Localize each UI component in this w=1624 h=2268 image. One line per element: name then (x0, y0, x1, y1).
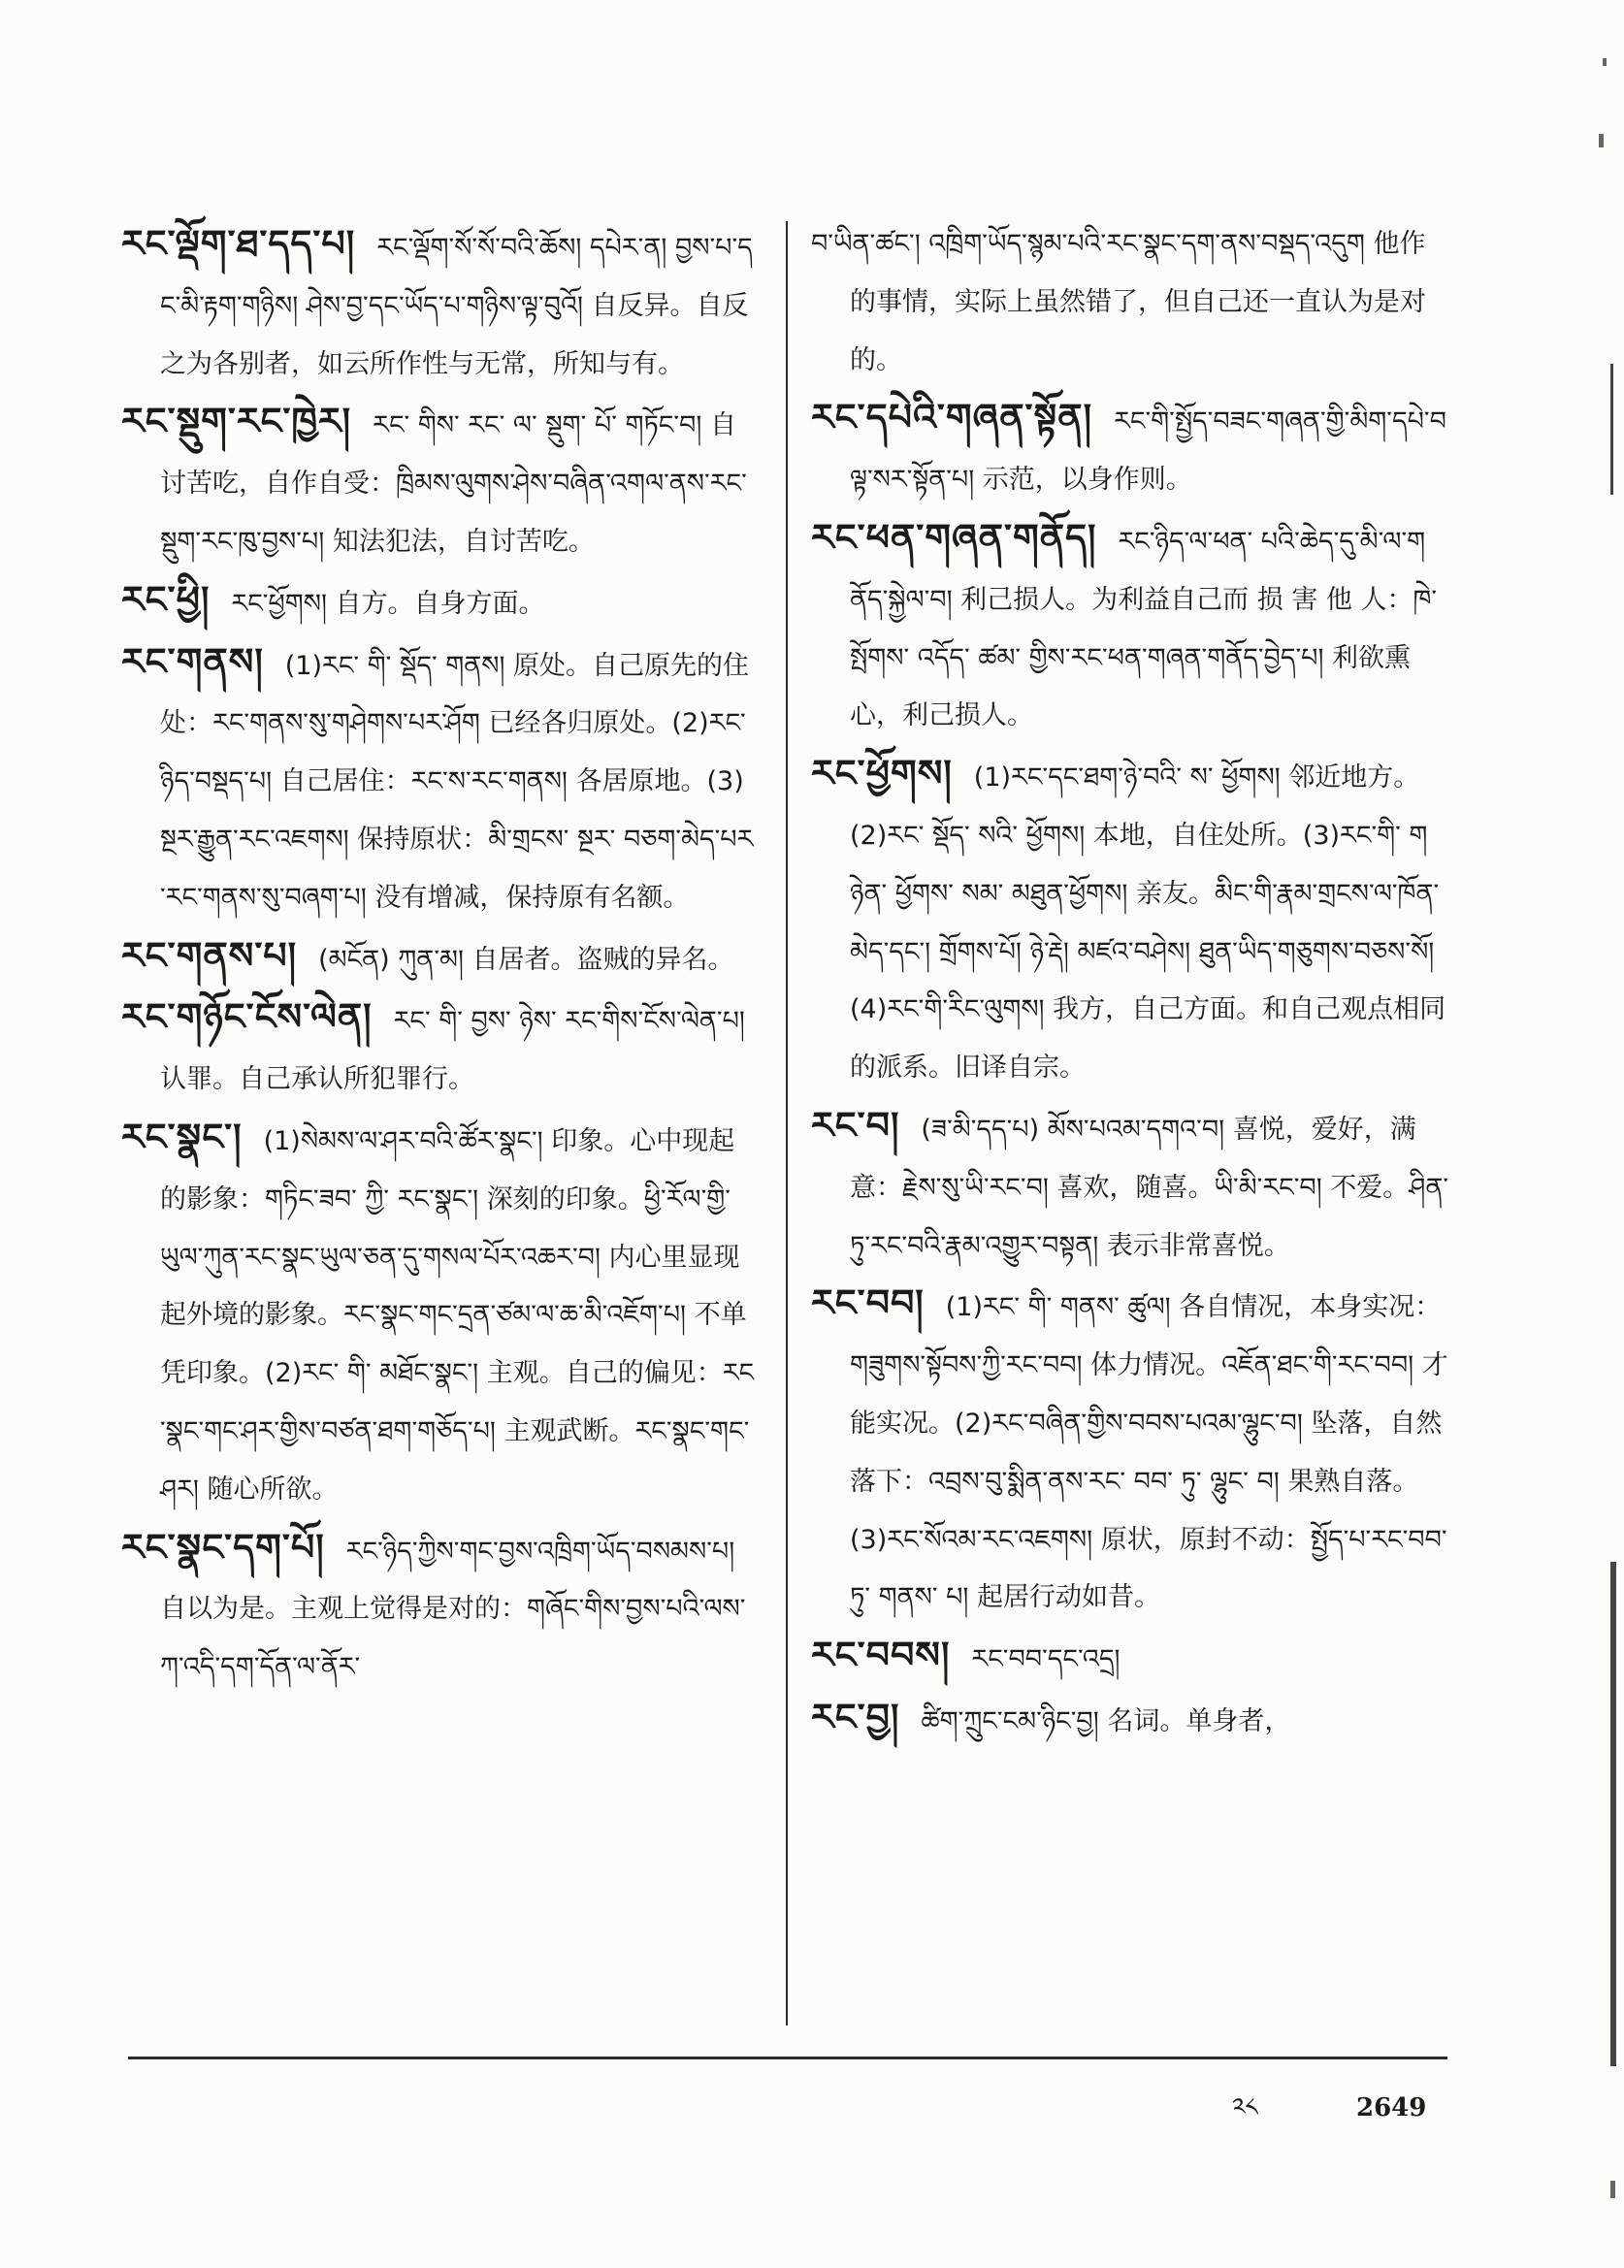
entry-headword: རང་སྣང་དག་པོ། (121, 1525, 325, 1569)
footer-rule (128, 2057, 1447, 2059)
entry-headword: རང་བ། (811, 1103, 900, 1147)
dictionary-entry (121, 988, 757, 1109)
entry-headword: རང་བབས། (811, 1634, 951, 1677)
entry-headword: རང་ཕན་གཞན་གནོད། (811, 515, 1097, 559)
entry-definition: (1)རང་དང་ཐག་ཉེ་བའི་ ས་ ཕྱོགས། 邻近地方。(2)རང་ སྡོད་ སའི་ ཕྱོགས། 本地，自住处所。(3)རང་གི་ གཉེན་ ཕྱོགས་ སམ་ མཐུན་ཕྱོགས། 亲友。མིང་གི་རྣམ་གྲངས་ལ་ཁོན་མེད་དང་། གྲོགས་པོ། ཉེ་རྡེ། མཛའ་བཤེས། ཐུན་ཡིད་གཅུགས་བཅས་སོ། (4)རང་གི་རིང་ལུགས། 我方，自己方面。和自己观点相同的派系。旧译自宗。 (850, 762, 1446, 1084)
dictionary-entry (121, 1109, 757, 1519)
entry-definition: ཚིག་ཀྲུང་ངམ་ཉིང་བྱ། 名词。单身者， (921, 1705, 1291, 1736)
entry-headword: རང་ཕྱི། (121, 577, 211, 621)
dictionary-entry (811, 1689, 1449, 1751)
tibetan-page-number: ༢༨ (1232, 2093, 1258, 2122)
scan-speck (1599, 134, 1604, 147)
entry-definition: རང་གི་སྤྱོད་བཟང་གཞན་གྱི་མིག་དཔེ་བལྟ་སར་སྟོན་པ། 示范，以身作则。 (850, 406, 1446, 496)
entry-headword: རང་གནས། (121, 639, 264, 683)
entry-definition: རང་ གི་ བྱས་ ཉེས་ རང་གིས་ངོས་ལེན་པ། 认罪。自己承认所犯罪行。 (160, 1006, 745, 1095)
dictionary-entry (811, 1627, 1449, 1689)
scan-speck (1603, 58, 1607, 66)
dictionary-entry (811, 745, 1449, 1097)
entry-definition: (1)སེམས་ལ་ཤར་བའི་ཚོར་སྣང་། 印象。心中现起的影象：གཏིང་ཟབ་ ཀྱི་ རང་སྣང་། 深刻的印象。ཕྱི་རོལ་གྱི་ཡུལ་ཀུན་རང་སྣང་ཡུལ་ཅན་དུ་གསལ་པོར་འཆར་བ། 内心里显现起外境的影象。རང་སྣང་གང་དྲན་ཙམ་ལ་ཆ་མི་འཇོག་པ། 不单凭印象。(2)རང་ གི་ མཐོང་སྣང་། 主观。自己的偏见：རང་སྣང་གང་ཤར་གྱིས་བཙན་ཐག་གཅོད་པ། 主观武断。རང་སྣང་གང་ཤར། 随心所欲。 (160, 1125, 755, 1505)
continued-entry (811, 215, 1449, 389)
dictionary-entry (121, 1519, 757, 1697)
entry-definition: (1)རང་ གི་ གནས་ ཚུལ། 各自情况，本身实况：གཟུགས་སྟོབས་ཀྱི་རང་བབ། 体力情况。འཇོན་ཐང་གི་རང་བབ། 才能实况。(2)རང་བཞིན་གྱིས་བབས་པའམ་ལྷུང་བ། 坠落，自然落下：འབྲས་བུ་སྨིན་ནས་རང་ བབ་ ཏུ་ ལྷུང་ བ། 果熟自落。(3)རང་སོའམ་རང་འཇགས། 原状，原封不动：སྤྱོད་པ་རང་བབ་ ཏུ་ གནས་ པ། 起居行动如昔。 (850, 1292, 1448, 1613)
entry-headword: རང་གཉོང་ངོས་ལེན། (121, 995, 373, 1039)
dictionary-entry (121, 633, 757, 927)
dictionary-entry (121, 571, 757, 633)
dictionary-entry (121, 215, 757, 393)
scan-edge-mark (1610, 1562, 1616, 2066)
entry-definition: རང་ཉིད་ལ་ཕན་ པའི་ཆེད་དུ་མི་ལ་གནོད་སྐྱེལ་བ། 利己损人。为利益自己而 损 害 他 人：ཁེ་སྤོགས་ འདོད་ ཚམ་ གྱིས་རང་ཕན་གཞན་གནོད་བྱེད་པ། 利欲熏心，利己损人。 (850, 526, 1438, 731)
left-column (121, 215, 757, 1697)
dictionary-entry (811, 509, 1449, 745)
entry-headword: རང་ལྡོག་ཐ་དད་པ། (121, 222, 356, 265)
entry-definition: རང་བབ་དང་འདྲ། (971, 1644, 1121, 1675)
dictionary-entry (121, 393, 757, 570)
entry-headword: རང་གནས་པ། (121, 933, 298, 977)
dictionary-entry (811, 389, 1449, 509)
entry-headword: རང་སྣང་། (121, 1115, 243, 1158)
entry-headword: རང་བབ། (811, 1281, 925, 1325)
entry-definition: བ་ཡིན་ཚང་། འཁྲིག་ཡོད་སྙམ་པའི་རང་སྣང་དག་ནས་བསྡད་འདུག 他作的事情，实际上虽然错了，但自己还一直认为是对的。 (811, 229, 1426, 375)
column-divider (786, 221, 788, 2025)
scan-edge-mark (1610, 364, 1613, 495)
entry-definition: རང་ཕྱོགས། 自方。自身方面。 (231, 588, 545, 619)
dictionary-entry (811, 1275, 1449, 1627)
page-number: 2649 (1356, 2093, 1427, 2122)
entry-headword: རང་ཕྱོགས། (811, 752, 953, 795)
entry-definition: (མངོན) ཀུན་མ། 自居者。盗贼的异名。 (318, 944, 734, 975)
entry-headword: རང་བྱ། (811, 1695, 900, 1738)
scan-speck (1610, 2181, 1615, 2198)
entry-definition: རང་ཉིད་ཀྱིས་གང་བྱས་འཁྲིག་ཡོད་བསམས་པ། 自以为是。主观上觉得是对的：གཞོང་གིས་བྱས་པའི་ལས་ཀ་འདི་དག་དོན་ལ་ནོར་ (160, 1536, 746, 1683)
dictionary-entry (121, 927, 757, 989)
entry-definition: (1)རང་ གི་ སྡོད་ གནས། 原处。自己原先的住处：རང་གནས་སུ་གཤེགས་པར་ཤོག 已经各归原处。(2)རང་ཉིད་བསྡད་པ། 自己居住：རང་ས་རང་གནས། 各居原地。(3)སྔར་རྒྱུན་རང་འཇགས། 保持原状：མི་གྲངས་ སྔར་ བཅག་མེད་པར་རང་གནས་སུ་བཞག་པ། 没有增减，保持原有名额。 (160, 650, 754, 913)
dictionary-entry (811, 1097, 1449, 1275)
entry-headword: རང་སྡུག་རང་ཁྱེར། (121, 400, 352, 443)
right-column (811, 215, 1449, 1751)
entry-headword: རང་དཔེའི་གཞན་སྟོན། (811, 396, 1093, 439)
entry-definition: རང་ གིས་ རང་ ལ་ སྡུག་ པོ་ གཏོང་བ། 自讨苦吃，自作自受：ཁྲིམས་ལུགས་ཤེས་བཞིན་འགལ་ནས་རང་སྡུག་རང་ཁུ་བྱས་པ། 知法犯法，自讨苦吃。 (160, 410, 747, 557)
entry-definition: (ཟ་མི་དད་པ) མོས་པའམ་དགའ་བ། 喜悦，爱好，满意：རྗེས་སུ་ཡི་རང་བ། 喜欢，随喜。ཡི་མི་རང་བ། 不爱。ཤིན་ཏུ་རང་བའི་རྣམ་འགྱུར་བསྟན། 表示非常喜悦。 (850, 1114, 1449, 1261)
entry-definition: རང་ལྡོག་སོ་སོ་བའི་ཆོས། དཔེར་ན། བྱས་པ་དང་མི་རྟག་གཉིས། ཤེས་བྱ་དང་ཡོད་པ་གཉིས་ལྟ་བུའོ། 自反异。自反之为各别者，如云所作性与无常，所知与有。 (160, 233, 753, 379)
